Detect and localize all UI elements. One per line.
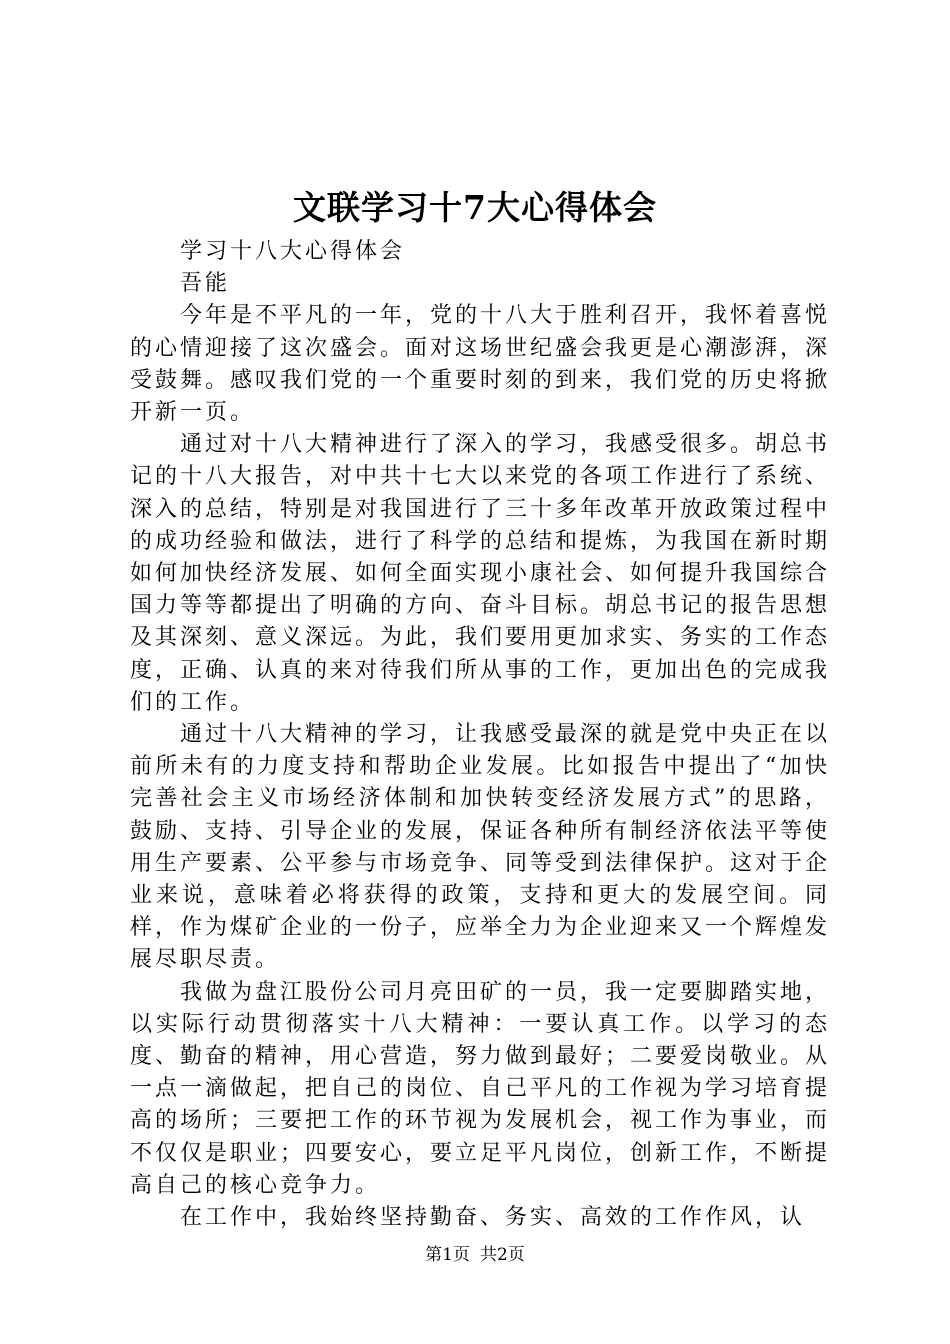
paragraph: 今年是不平凡的一年，党的十八大于胜利召开，我怀着喜悦的心情迎接了这次盛会。面对这场世纪盛会我更是心潮澎湃，深受鼓舞。感叹我们党的一个重要时刻的到来，我们党的历史将掀开新一页。	[130, 303, 831, 426]
document-subtitle: 学习十八大心得体会	[180, 239, 406, 264]
document-body	[130, 236, 830, 1234]
document-author: 吾能	[180, 271, 231, 297]
paragraph: 我做为盘江股份公司月亮田矿的一员，我一定要脚踏实地，以实际行动贯彻落实十八大精神：一要认真工作。以学习的态度、勤奋的精神，用心营造，努力做到最好；二要爱岗敬业。从一点一滴做起，把自己的岗位、自己平凡的工作视为学习培育提高的场所；三要把工作的环节视为发展机会，视工作为事业，而不仅仅是职业；四要安心，要立足平凡岗位，创新工作，不断提高自己的核心竞争力。	[130, 979, 831, 1198]
paragraph: 在工作中，我始终坚持勤奋、务实、高效的工作作风，认	[180, 1205, 806, 1231]
page-total: 共2页	[480, 1245, 525, 1265]
document-title: 文联学习十7大心得体会	[293, 188, 657, 227]
paragraph: 通过十八大精神的学习，让我感受最深的就是党中央正在以前所未有的力度支持和帮助企业发展。比如报告中提出了“加快完善社会主义市场经济体制和加快转变经济发展方式”的思路，鼓励、支持、引导企业的发展，保证各种所有制经济依法平等使用生产要素、公平参与市场竞争、同等受到法律保护。这对于企业来说，意味着必将获得的政策，支持和更大的发展空间。同样，作为煤矿企业的一份子，应举全力为企业迎来又一个辉煌发展尽职尽责。	[130, 722, 831, 973]
page-number: 第1页	[425, 1245, 470, 1265]
paragraph: 通过对十八大精神进行了深入的学习，我感受很多。胡总书记的十八大报告，对中共十七大以来党的各项工作进行了系统、深入的总结，特别是对我国进行了三十多年改革开放政策过程中的成功经验和做法，进行了科学的总结和提炼，为我国在新时期如何加快经济发展、如何全面实现小康社会、如何提升我国综合国力等等都提出了明确的方向、奋斗目标。胡总书记的报告思想及其深刻、意义深远。为此，我们要用更加求实、务实的工作态度，正确、认真的来对待我们所从事的工作，更加出色的完成我们的工作。	[130, 432, 831, 715]
page-footer	[0, 1243, 950, 1267]
